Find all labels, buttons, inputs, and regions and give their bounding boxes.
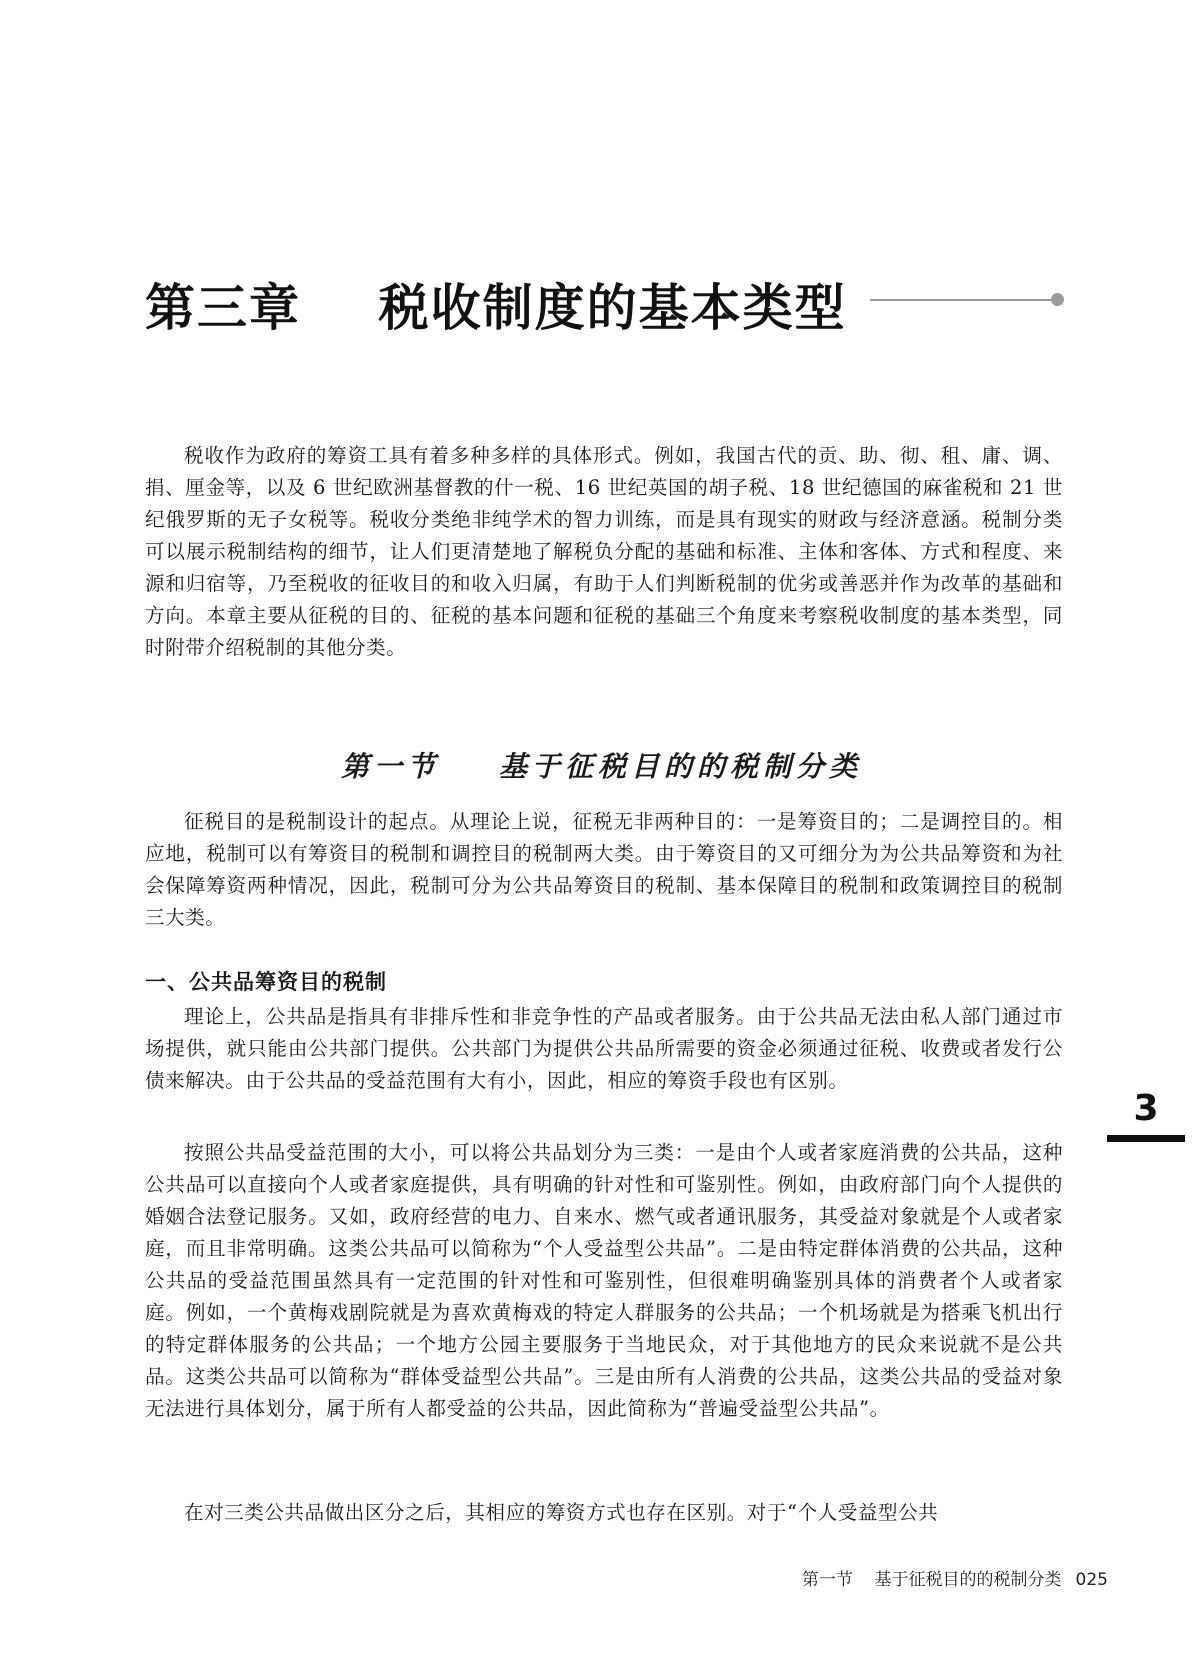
body-paragraph-1: 理论上，公共品是指具有非排斥性和非竞争性的产品或者服务。由于公共品无法由私人部门通过市场提供，就只能由公共部门提供。公共部门为提供公共品所需要的资金必须通过征税、收费或者发行公债来解决。由于公共品的受益范围有大有小，因此，相应的筹资手段也有区别。: [145, 1005, 1063, 1092]
page-number: 025: [1075, 1570, 1108, 1590]
page-footer: [788, 1565, 1108, 1590]
chapter-number-bar: [1107, 1135, 1185, 1142]
body-paragraph-3: 在对三类公共品做出区分之后，其相应的筹资方式也存在区别。对于“个人受益型公共: [184, 1501, 939, 1524]
chapter-title: 第三章 税收制度的基本类型: [145, 279, 847, 337]
body-paragraph-2: 按照公共品受益范围的大小，可以将公共品划分为三类：一是由个人或者家庭消费的公共品，这种公共品可以直接向个人或者家庭提供，具有明确的针对性和可鉴别性。例如，由政府部门向个人提供的婚姻合法登记服务。又如，政府经营的电力、自来水、燃气或者通讯服务，其受益对象就是个人或者家庭，而且非常明确。这类公共品可以简称为“个人受益型公共品”。二是由特定群体消费的公共品，这种公共品的受益范围虽然具有一定范围的针对性和可鉴别性，但很难明确鉴别具体的消费者个人或者家庭。例如，一个黄梅戏剧院就是为喜欢黄梅戏的特定人群服务的公共品；一个机场就是为搭乘飞机出行的特定群体服务的公共品；一个地方公园主要服务于当地民众，对于其他地方的民众来说就不是公共品。这类公共品可以简称为“群体受益型公共品”。三是由所有人消费的公共品，这类公共品的受益对象无法进行具体划分，属于所有人都受益的公共品，因此简称为“普遍受益型公共品”。: [145, 1141, 1063, 1420]
section-title: 第一节 基于征税目的的税制分类: [341, 750, 862, 783]
subsection-heading: 一、公共品筹资目的税制: [145, 970, 387, 994]
chapter-heading: [145, 268, 847, 340]
chapter-title-rule: [870, 299, 1056, 301]
running-title: 第一节 基于征税目的的税制分类: [801, 1570, 1062, 1590]
section-intro-paragraph: 征税目的是税制设计的起点。从理论上说，征税无非两种目的：一是筹资目的；二是调控目的。相应地，税制可以有筹资目的税制和调控目的税制两大类。由于筹资目的又可细分为为公共品筹资和为社会保障筹资两种情况，因此，税制可分为公共品筹资目的税制、基本保障目的税制和政策调控目的税制三大类。: [145, 810, 1063, 929]
chapter-number-tab: 3: [1133, 1088, 1159, 1129]
intro-paragraph: 税收作为政府的筹资工具有着多种多样的具体形式。例如，我国古代的贡、助、彻、租、庸、调、捐、厘金等，以及 6 世纪欧洲基督教的什一税、16 世纪英国的胡子税、18 世纪德国的麻雀税和 21 世纪俄罗斯的无子女税等。税收分类绝非纯学术的智力训练，而是具有现实的财政与经济意涵。税制分类可以展示税制结构的细节，让人们更清楚地了解税负分配的基础和标准、主体和客体、方式和程度、来源和归宿等，乃至税收的征收目的和收入归属，有助于人们判断税制的优劣或善恶并作为改革的基础和方向。本章主要从征税的目的、征税的基本问题和征税的基础三个角度来考察税收制度的基本类型，同时附带介绍税制的其他分类。: [145, 444, 1063, 659]
chapter-title-dot: [1051, 293, 1064, 306]
